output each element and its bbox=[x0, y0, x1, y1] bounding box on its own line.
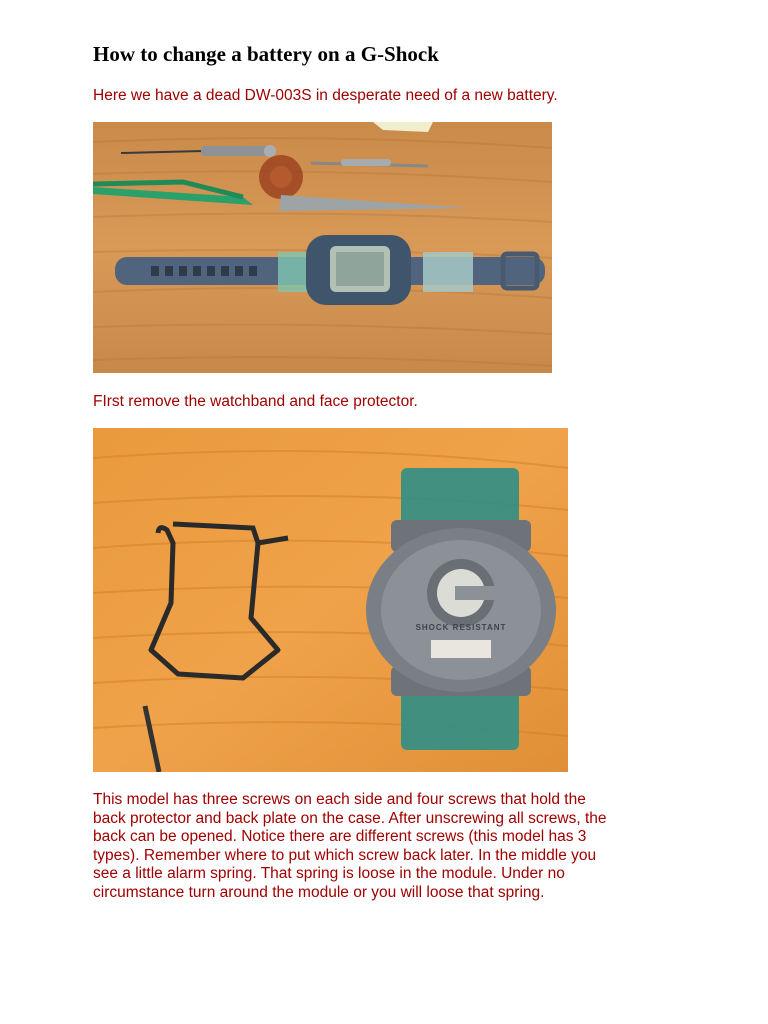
step2-paragraph bbox=[93, 791, 683, 903]
step2-line: back can be opened. Notice there are different screws (this model has 3 bbox=[93, 828, 587, 846]
watch-logo-text: SHOCK RESISTANT bbox=[415, 623, 507, 632]
step2-line: circumstance turn around the module or you will loose that spring. bbox=[93, 883, 545, 901]
tools-and-watch-photo bbox=[93, 122, 552, 373]
step2-line: This model has three screws on each side and four screws that hold the bbox=[93, 791, 586, 808]
step1-paragraph: FIrst remove the watchband and face protector. bbox=[93, 393, 418, 410]
page-title: How to change a battery on a G-Shock bbox=[93, 42, 439, 66]
step2-line: types). Remember where to put which screw back later. In the middle you bbox=[93, 846, 597, 864]
watch-without-band-photo bbox=[93, 428, 568, 772]
step2-line: see a little alarm spring. That spring is loose in the module. Under no bbox=[93, 865, 565, 883]
intro-paragraph: Here we have a dead DW-003S in desperate need of a new battery. bbox=[93, 87, 558, 104]
step2-line: back protector and back plate on the case. After unscrewing all screws, the bbox=[93, 809, 607, 827]
